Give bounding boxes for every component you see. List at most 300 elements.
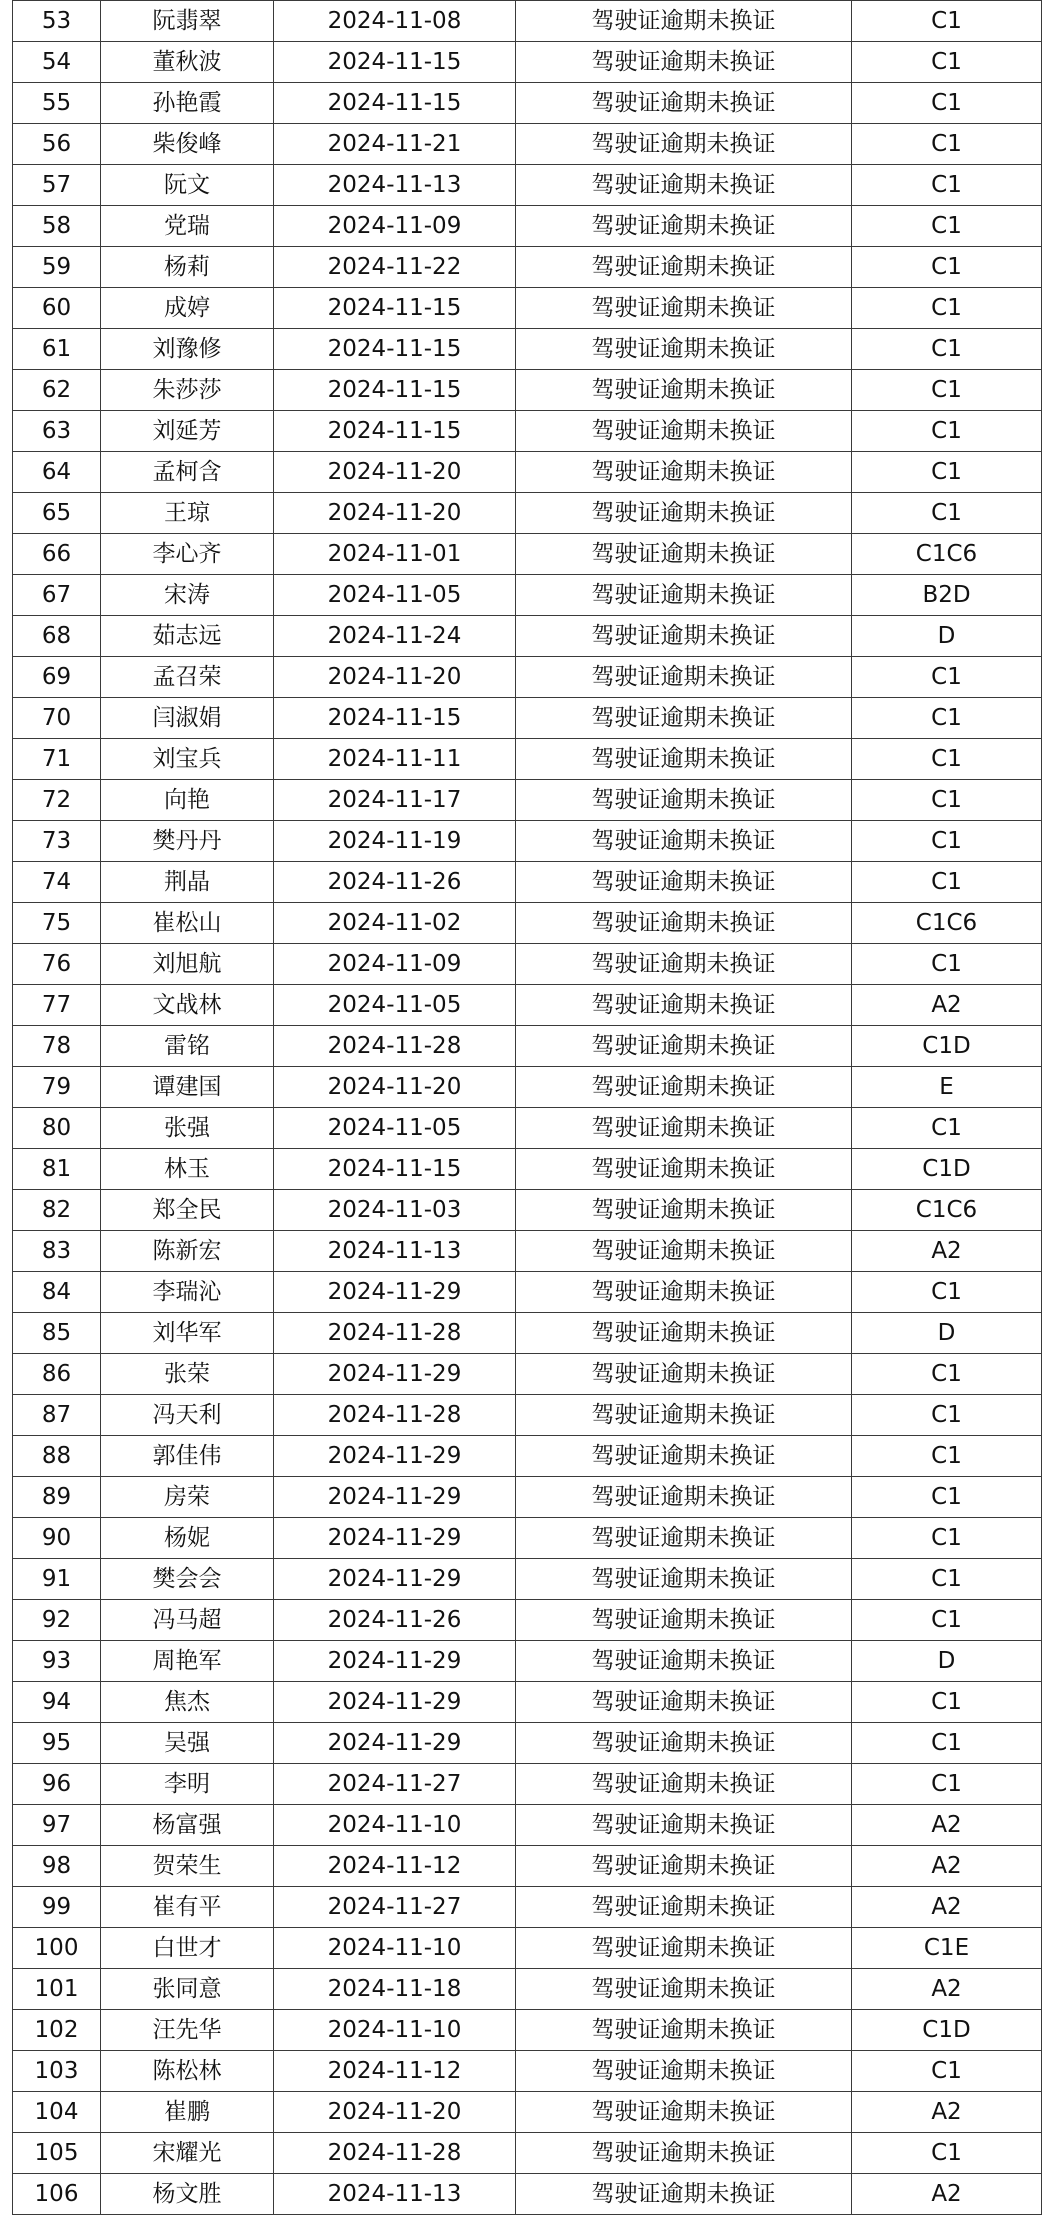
cell-index: 73 — [13, 821, 101, 862]
table-row — [13, 1846, 1042, 1887]
cell-license-class: C1 — [852, 493, 1042, 534]
cell-date: 2024-11-15 — [274, 329, 516, 370]
cell-name: 茹志远 — [101, 616, 274, 657]
cell-reason: 驾驶证逾期未换证 — [516, 83, 852, 124]
cell-date: 2024-11-11 — [274, 739, 516, 780]
cell-reason: 驾驶证逾期未换证 — [516, 165, 852, 206]
cell-license-class: A2 — [852, 1231, 1042, 1272]
cell-name: 崔有平 — [101, 1887, 274, 1928]
cell-name: 成婷 — [101, 288, 274, 329]
cell-license-class: A2 — [852, 985, 1042, 1026]
cell-license-class: C1 — [852, 1108, 1042, 1149]
cell-license-class: C1 — [852, 42, 1042, 83]
cell-license-class: C1 — [852, 2133, 1042, 2174]
cell-date: 2024-11-13 — [274, 165, 516, 206]
cell-reason: 驾驶证逾期未换证 — [516, 1, 852, 42]
cell-name: 阮翡翠 — [101, 1, 274, 42]
cell-index: 65 — [13, 493, 101, 534]
cell-name: 樊会会 — [101, 1559, 274, 1600]
cell-date: 2024-11-29 — [274, 1272, 516, 1313]
cell-reason: 驾驶证逾期未换证 — [516, 329, 852, 370]
cell-reason: 驾驶证逾期未换证 — [516, 575, 852, 616]
cell-license-class: C1 — [852, 452, 1042, 493]
table-row — [13, 1723, 1042, 1764]
cell-license-class: D — [852, 616, 1042, 657]
cell-name: 崔鹏 — [101, 2092, 274, 2133]
cell-index: 76 — [13, 944, 101, 985]
cell-name: 郑全民 — [101, 1190, 274, 1231]
cell-date: 2024-11-15 — [274, 42, 516, 83]
cell-date: 2024-11-27 — [274, 1764, 516, 1805]
cell-name: 李心齐 — [101, 534, 274, 575]
cell-license-class: C1 — [852, 370, 1042, 411]
cell-date: 2024-11-12 — [274, 1846, 516, 1887]
table-row — [13, 1190, 1042, 1231]
cell-license-class: C1D — [852, 2010, 1042, 2051]
cell-license-class: A2 — [852, 1887, 1042, 1928]
cell-reason: 驾驶证逾期未换证 — [516, 1846, 852, 1887]
table-body — [13, 1, 1042, 2215]
table-row — [13, 1764, 1042, 1805]
table-row — [13, 985, 1042, 1026]
cell-name: 荆晶 — [101, 862, 274, 903]
cell-reason: 驾驶证逾期未换证 — [516, 1395, 852, 1436]
cell-reason: 驾驶证逾期未换证 — [516, 206, 852, 247]
table-row — [13, 698, 1042, 739]
cell-license-class: D — [852, 1641, 1042, 1682]
cell-reason: 驾驶证逾期未换证 — [516, 985, 852, 1026]
cell-license-class: A2 — [852, 1805, 1042, 1846]
cell-name: 林玉 — [101, 1149, 274, 1190]
cell-license-class: C1 — [852, 1764, 1042, 1805]
cell-license-class: C1 — [852, 1518, 1042, 1559]
cell-index: 55 — [13, 83, 101, 124]
cell-name: 谭建国 — [101, 1067, 274, 1108]
table-row — [13, 575, 1042, 616]
cell-index: 106 — [13, 2174, 101, 2215]
cell-license-class: C1 — [852, 411, 1042, 452]
cell-date: 2024-11-29 — [274, 1682, 516, 1723]
cell-reason: 驾驶证逾期未换证 — [516, 821, 852, 862]
cell-license-class: C1 — [852, 657, 1042, 698]
cell-date: 2024-11-10 — [274, 1805, 516, 1846]
cell-name: 杨富强 — [101, 1805, 274, 1846]
cell-index: 57 — [13, 165, 101, 206]
cell-reason: 驾驶证逾期未换证 — [516, 2133, 852, 2174]
table-row — [13, 124, 1042, 165]
cell-reason: 驾驶证逾期未换证 — [516, 1026, 852, 1067]
cell-reason: 驾驶证逾期未换证 — [516, 657, 852, 698]
cell-date: 2024-11-20 — [274, 2092, 516, 2133]
cell-index: 79 — [13, 1067, 101, 1108]
cell-date: 2024-11-08 — [274, 1, 516, 42]
table-row — [13, 1149, 1042, 1190]
cell-index: 68 — [13, 616, 101, 657]
cell-license-class: A2 — [852, 2174, 1042, 2215]
cell-name: 吴强 — [101, 1723, 274, 1764]
cell-index: 75 — [13, 903, 101, 944]
cell-date: 2024-11-12 — [274, 2051, 516, 2092]
cell-date: 2024-11-15 — [274, 1149, 516, 1190]
cell-date: 2024-11-17 — [274, 780, 516, 821]
table-row — [13, 2174, 1042, 2215]
cell-reason: 驾驶证逾期未换证 — [516, 739, 852, 780]
cell-reason: 驾驶证逾期未换证 — [516, 534, 852, 575]
table-row — [13, 780, 1042, 821]
cell-index: 103 — [13, 2051, 101, 2092]
cell-name: 孟召荣 — [101, 657, 274, 698]
cell-license-class: C1 — [852, 165, 1042, 206]
cell-name: 房荣 — [101, 1477, 274, 1518]
cell-name: 阮文 — [101, 165, 274, 206]
cell-index: 63 — [13, 411, 101, 452]
table-row — [13, 1231, 1042, 1272]
table-row — [13, 411, 1042, 452]
cell-date: 2024-11-26 — [274, 862, 516, 903]
table-row — [13, 616, 1042, 657]
cell-date: 2024-11-09 — [274, 944, 516, 985]
cell-date: 2024-11-28 — [274, 1395, 516, 1436]
license-table — [12, 0, 1042, 2215]
cell-name: 刘宝兵 — [101, 739, 274, 780]
cell-date: 2024-11-29 — [274, 1723, 516, 1764]
cell-name: 杨妮 — [101, 1518, 274, 1559]
cell-reason: 驾驶证逾期未换证 — [516, 1559, 852, 1600]
cell-date: 2024-11-24 — [274, 616, 516, 657]
cell-index: 93 — [13, 1641, 101, 1682]
cell-license-class: C1 — [852, 1600, 1042, 1641]
cell-index: 67 — [13, 575, 101, 616]
cell-reason: 驾驶证逾期未换证 — [516, 780, 852, 821]
cell-license-class: C1 — [852, 1, 1042, 42]
cell-date: 2024-11-29 — [274, 1354, 516, 1395]
cell-license-class: C1C6 — [852, 534, 1042, 575]
cell-date: 2024-11-15 — [274, 288, 516, 329]
cell-index: 62 — [13, 370, 101, 411]
cell-reason: 驾驶证逾期未换证 — [516, 411, 852, 452]
cell-index: 100 — [13, 1928, 101, 1969]
cell-reason: 驾驶证逾期未换证 — [516, 288, 852, 329]
cell-license-class: C1 — [852, 1477, 1042, 1518]
cell-name: 刘华军 — [101, 1313, 274, 1354]
cell-date: 2024-11-20 — [274, 1067, 516, 1108]
table-row — [13, 1600, 1042, 1641]
cell-date: 2024-11-15 — [274, 83, 516, 124]
cell-reason: 驾驶证逾期未换证 — [516, 903, 852, 944]
table-row — [13, 821, 1042, 862]
table-row — [13, 1354, 1042, 1395]
cell-date: 2024-11-03 — [274, 1190, 516, 1231]
cell-reason: 驾驶证逾期未换证 — [516, 862, 852, 903]
cell-name: 张荣 — [101, 1354, 274, 1395]
cell-index: 53 — [13, 1, 101, 42]
cell-license-class: A2 — [852, 1969, 1042, 2010]
cell-date: 2024-11-28 — [274, 1026, 516, 1067]
cell-license-class: C1 — [852, 739, 1042, 780]
cell-index: 84 — [13, 1272, 101, 1313]
cell-reason: 驾驶证逾期未换证 — [516, 1067, 852, 1108]
cell-reason: 驾驶证逾期未换证 — [516, 1518, 852, 1559]
cell-name: 宋涛 — [101, 575, 274, 616]
cell-index: 59 — [13, 247, 101, 288]
table-row — [13, 862, 1042, 903]
cell-date: 2024-11-09 — [274, 206, 516, 247]
table-row — [13, 1395, 1042, 1436]
cell-name: 柴俊峰 — [101, 124, 274, 165]
cell-license-class: C1D — [852, 1026, 1042, 1067]
cell-reason: 驾驶证逾期未换证 — [516, 1477, 852, 1518]
cell-date: 2024-11-28 — [274, 2133, 516, 2174]
cell-date: 2024-11-15 — [274, 698, 516, 739]
cell-date: 2024-11-27 — [274, 1887, 516, 1928]
cell-date: 2024-11-13 — [274, 1231, 516, 1272]
cell-license-class: C1 — [852, 329, 1042, 370]
table-row — [13, 1272, 1042, 1313]
cell-index: 56 — [13, 124, 101, 165]
cell-reason: 驾驶证逾期未换证 — [516, 698, 852, 739]
cell-license-class: A2 — [852, 1846, 1042, 1887]
cell-date: 2024-11-22 — [274, 247, 516, 288]
table-row — [13, 1436, 1042, 1477]
cell-reason: 驾驶证逾期未换证 — [516, 2051, 852, 2092]
cell-date: 2024-11-13 — [274, 2174, 516, 2215]
table-row — [13, 83, 1042, 124]
cell-reason: 驾驶证逾期未换证 — [516, 2174, 852, 2215]
cell-name: 孙艳霞 — [101, 83, 274, 124]
table-row — [13, 944, 1042, 985]
cell-index: 71 — [13, 739, 101, 780]
cell-index: 90 — [13, 1518, 101, 1559]
cell-index: 96 — [13, 1764, 101, 1805]
cell-reason: 驾驶证逾期未换证 — [516, 452, 852, 493]
cell-date: 2024-11-20 — [274, 657, 516, 698]
cell-license-class: C1 — [852, 83, 1042, 124]
cell-name: 冯天利 — [101, 1395, 274, 1436]
table-row — [13, 1887, 1042, 1928]
cell-reason: 驾驶证逾期未换证 — [516, 1969, 852, 2010]
table-row — [13, 288, 1042, 329]
cell-date: 2024-11-29 — [274, 1477, 516, 1518]
cell-name: 党瑞 — [101, 206, 274, 247]
table-row — [13, 903, 1042, 944]
cell-name: 向艳 — [101, 780, 274, 821]
cell-license-class: C1 — [852, 1436, 1042, 1477]
cell-reason: 驾驶证逾期未换证 — [516, 370, 852, 411]
table-row — [13, 165, 1042, 206]
table-row — [13, 493, 1042, 534]
cell-name: 董秋波 — [101, 42, 274, 83]
table-row — [13, 1928, 1042, 1969]
cell-reason: 驾驶证逾期未换证 — [516, 1928, 852, 1969]
cell-reason: 驾驶证逾期未换证 — [516, 1313, 852, 1354]
cell-index: 85 — [13, 1313, 101, 1354]
cell-reason: 驾驶证逾期未换证 — [516, 1354, 852, 1395]
cell-index: 66 — [13, 534, 101, 575]
cell-index: 70 — [13, 698, 101, 739]
cell-index: 83 — [13, 1231, 101, 1272]
cell-name: 孟柯含 — [101, 452, 274, 493]
cell-license-class: C1 — [852, 862, 1042, 903]
table-row — [13, 247, 1042, 288]
table-row — [13, 657, 1042, 698]
cell-name: 张同意 — [101, 1969, 274, 2010]
cell-date: 2024-11-01 — [274, 534, 516, 575]
cell-index: 61 — [13, 329, 101, 370]
table-row — [13, 1559, 1042, 1600]
cell-index: 98 — [13, 1846, 101, 1887]
table-row — [13, 2133, 1042, 2174]
cell-license-class: C1 — [852, 2051, 1042, 2092]
cell-reason: 驾驶证逾期未换证 — [516, 1600, 852, 1641]
cell-name: 郭佳伟 — [101, 1436, 274, 1477]
table-row — [13, 2092, 1042, 2133]
cell-index: 74 — [13, 862, 101, 903]
cell-name: 樊丹丹 — [101, 821, 274, 862]
cell-index: 105 — [13, 2133, 101, 2174]
cell-date: 2024-11-26 — [274, 1600, 516, 1641]
table-row — [13, 2010, 1042, 2051]
cell-date: 2024-11-05 — [274, 1108, 516, 1149]
cell-license-class: C1D — [852, 1149, 1042, 1190]
cell-date: 2024-11-05 — [274, 575, 516, 616]
cell-index: 97 — [13, 1805, 101, 1846]
cell-date: 2024-11-21 — [274, 124, 516, 165]
cell-reason: 驾驶证逾期未换证 — [516, 1641, 852, 1682]
cell-name: 刘豫修 — [101, 329, 274, 370]
cell-license-class: C1 — [852, 780, 1042, 821]
cell-license-class: C1 — [852, 247, 1042, 288]
cell-name: 陈松林 — [101, 2051, 274, 2092]
cell-name: 宋耀光 — [101, 2133, 274, 2174]
cell-name: 周艳军 — [101, 1641, 274, 1682]
cell-license-class: C1 — [852, 1395, 1042, 1436]
cell-date: 2024-11-18 — [274, 1969, 516, 2010]
table-row — [13, 452, 1042, 493]
cell-reason: 驾驶证逾期未换证 — [516, 42, 852, 83]
cell-license-class: C1 — [852, 1723, 1042, 1764]
cell-license-class: D — [852, 1313, 1042, 1354]
cell-index: 77 — [13, 985, 101, 1026]
cell-date: 2024-11-29 — [274, 1436, 516, 1477]
table-row — [13, 1, 1042, 42]
cell-name: 汪先华 — [101, 2010, 274, 2051]
cell-name: 朱莎莎 — [101, 370, 274, 411]
table-row — [13, 2051, 1042, 2092]
table-row — [13, 739, 1042, 780]
cell-name: 雷铭 — [101, 1026, 274, 1067]
cell-date: 2024-11-15 — [274, 370, 516, 411]
cell-name: 杨莉 — [101, 247, 274, 288]
cell-date: 2024-11-02 — [274, 903, 516, 944]
cell-reason: 驾驶证逾期未换证 — [516, 1764, 852, 1805]
cell-date: 2024-11-29 — [274, 1641, 516, 1682]
cell-date: 2024-11-28 — [274, 1313, 516, 1354]
cell-license-class: C1 — [852, 1354, 1042, 1395]
cell-license-class: C1E — [852, 1928, 1042, 1969]
table-row — [13, 370, 1042, 411]
cell-index: 78 — [13, 1026, 101, 1067]
cell-license-class: B2D — [852, 575, 1042, 616]
cell-reason: 驾驶证逾期未换证 — [516, 1805, 852, 1846]
cell-index: 88 — [13, 1436, 101, 1477]
cell-index: 64 — [13, 452, 101, 493]
cell-index: 58 — [13, 206, 101, 247]
cell-index: 72 — [13, 780, 101, 821]
cell-name: 李瑞沁 — [101, 1272, 274, 1313]
cell-license-class: C1 — [852, 698, 1042, 739]
cell-name: 陈新宏 — [101, 1231, 274, 1272]
cell-name: 刘延芳 — [101, 411, 274, 452]
cell-reason: 驾驶证逾期未换证 — [516, 1436, 852, 1477]
table-row — [13, 1641, 1042, 1682]
cell-reason: 驾驶证逾期未换证 — [516, 944, 852, 985]
cell-index: 86 — [13, 1354, 101, 1395]
cell-license-class: C1 — [852, 288, 1042, 329]
cell-reason: 驾驶证逾期未换证 — [516, 1887, 852, 1928]
cell-license-class: C1 — [852, 1682, 1042, 1723]
cell-license-class: C1C6 — [852, 903, 1042, 944]
cell-name: 崔松山 — [101, 903, 274, 944]
cell-index: 69 — [13, 657, 101, 698]
cell-name: 王琼 — [101, 493, 274, 534]
cell-reason: 驾驶证逾期未换证 — [516, 2010, 852, 2051]
cell-license-class: C1C6 — [852, 1190, 1042, 1231]
table-row — [13, 1108, 1042, 1149]
table-row — [13, 1477, 1042, 1518]
cell-name: 杨文胜 — [101, 2174, 274, 2215]
cell-name: 闫淑娟 — [101, 698, 274, 739]
cell-reason: 驾驶证逾期未换证 — [516, 493, 852, 534]
cell-date: 2024-11-20 — [274, 452, 516, 493]
cell-index: 101 — [13, 1969, 101, 2010]
table-row — [13, 1313, 1042, 1354]
cell-index: 81 — [13, 1149, 101, 1190]
table-row — [13, 534, 1042, 575]
cell-reason: 驾驶证逾期未换证 — [516, 616, 852, 657]
cell-reason: 驾驶证逾期未换证 — [516, 1682, 852, 1723]
cell-reason: 驾驶证逾期未换证 — [516, 2092, 852, 2133]
cell-date: 2024-11-29 — [274, 1559, 516, 1600]
cell-reason: 驾驶证逾期未换证 — [516, 1190, 852, 1231]
cell-reason: 驾驶证逾期未换证 — [516, 124, 852, 165]
cell-license-class: C1 — [852, 124, 1042, 165]
cell-license-class: C1 — [852, 1272, 1042, 1313]
cell-reason: 驾驶证逾期未换证 — [516, 1231, 852, 1272]
cell-index: 92 — [13, 1600, 101, 1641]
table-row — [13, 42, 1042, 83]
cell-index: 95 — [13, 1723, 101, 1764]
cell-license-class: C1 — [852, 821, 1042, 862]
table-row — [13, 1026, 1042, 1067]
cell-date: 2024-11-10 — [274, 1928, 516, 1969]
table-row — [13, 1682, 1042, 1723]
cell-reason: 驾驶证逾期未换证 — [516, 1149, 852, 1190]
cell-date: 2024-11-19 — [274, 821, 516, 862]
cell-name: 焦杰 — [101, 1682, 274, 1723]
cell-index: 60 — [13, 288, 101, 329]
cell-reason: 驾驶证逾期未换证 — [516, 1723, 852, 1764]
cell-license-class: E — [852, 1067, 1042, 1108]
cell-index: 89 — [13, 1477, 101, 1518]
cell-index: 91 — [13, 1559, 101, 1600]
cell-license-class: C1 — [852, 206, 1042, 247]
cell-date: 2024-11-15 — [274, 411, 516, 452]
table-row — [13, 1969, 1042, 2010]
cell-index: 104 — [13, 2092, 101, 2133]
table-row — [13, 1805, 1042, 1846]
table-row — [13, 1067, 1042, 1108]
cell-license-class: C1 — [852, 944, 1042, 985]
